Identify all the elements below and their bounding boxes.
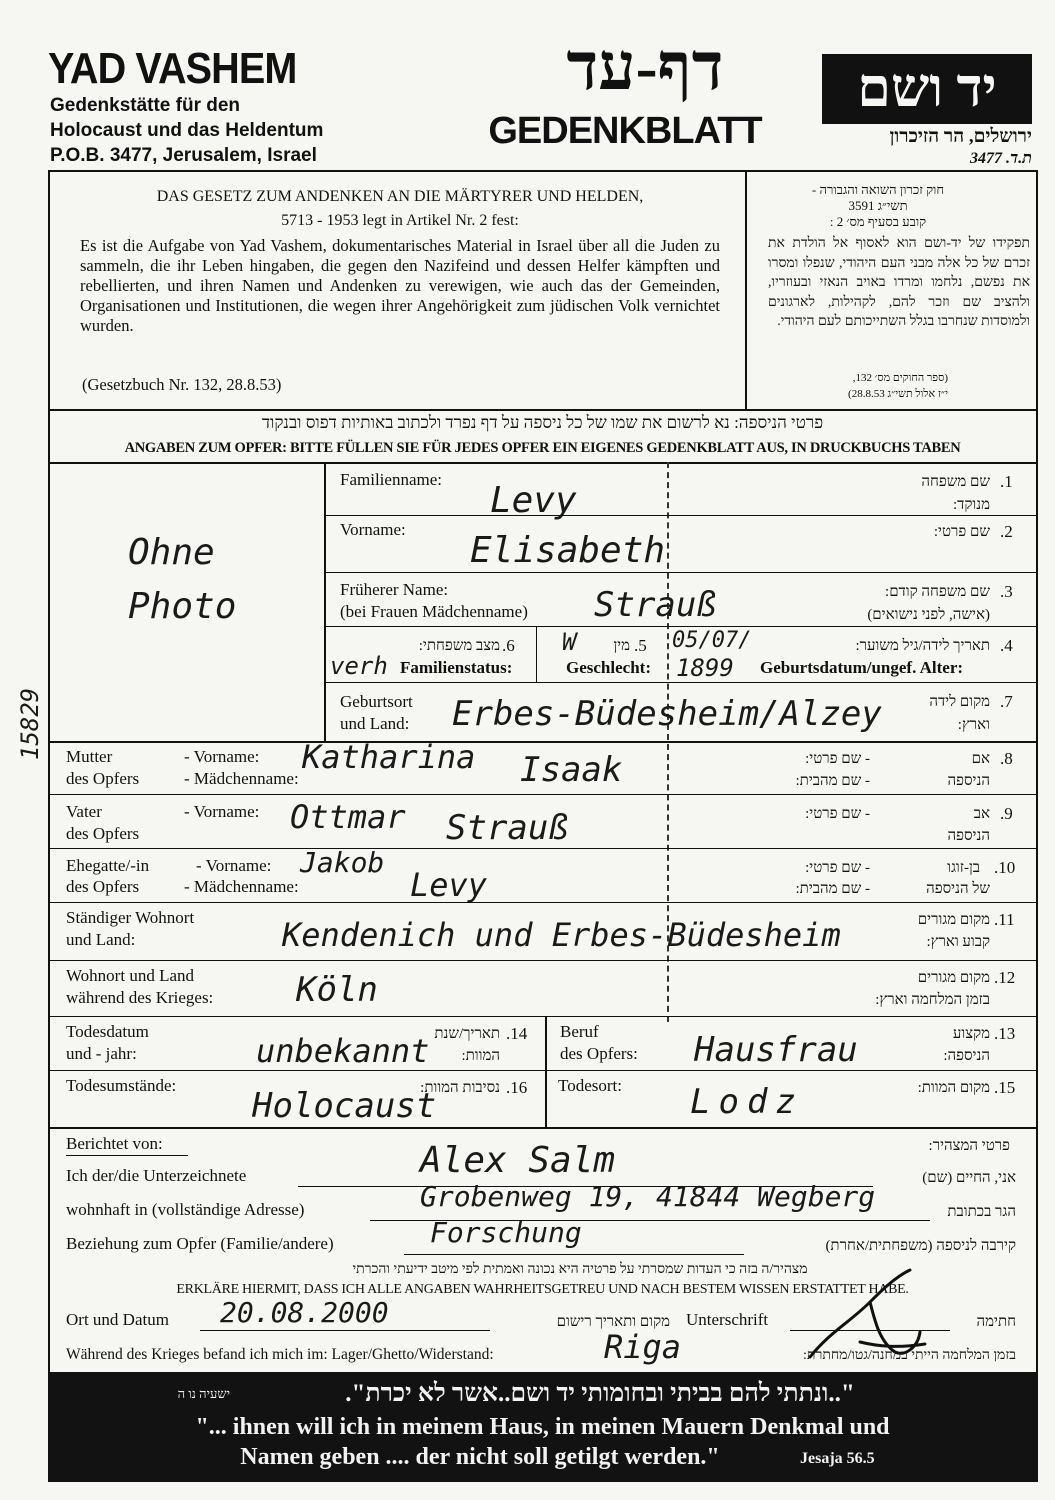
f4-value-year[interactable]: 1899 (676, 654, 734, 682)
org-line-3: P.O.B. 3477, Jerusalem, Israel (50, 145, 317, 166)
f11-num: .11 (994, 910, 1015, 929)
f14-label-2: und - jahr: (66, 1044, 137, 1063)
f1-value[interactable]: Levy (490, 480, 577, 521)
law-title-2: 5713 - 1953 legt in Artikel Nr. 2 fest: (281, 212, 519, 229)
f1-heb-2: מנוקד: (952, 497, 990, 513)
f2-num: .2 (1000, 522, 1013, 541)
f12-heb-1: מקום מגורים (917, 970, 990, 986)
f4-label: Geburtsdatum/ungef. Alter: (760, 658, 964, 677)
org-name: YAD VASHEM (48, 44, 297, 93)
f4-heb-1: תאריך לידה/גיל משוער: (855, 638, 990, 654)
f8-heb-1: אם (971, 751, 990, 767)
footer-hebrew-reference: ישעיה נו ה (177, 1386, 230, 1401)
f7-heb-1: מקום לידה (929, 694, 990, 710)
law-reference: (Gesetzbuch Nr. 132, 28.8.53) (82, 375, 282, 394)
f5-heb-1: מין (613, 638, 630, 654)
reporter-relation-value[interactable]: Forschung (430, 1216, 582, 1249)
page-title: GEDENKBLATT (488, 110, 762, 152)
f10-heb-1: בן-זוגו (947, 860, 980, 876)
yad-vashem-logo: יד ושם (822, 54, 1032, 124)
f9-value-surname[interactable]: Strauß (446, 808, 569, 848)
f9-heb-2: הניספה (947, 828, 990, 844)
f16-num: .16 (506, 1078, 528, 1097)
law-body: Es ist die Aufgabe von Yad Vashem, dokumentarisches Material in Israel über all die Juden zu sammeln, die ihr Leben hingaben, die gegen den Nazifeind und dessen Helfer kämpften und rebellierten, und ihren Namen und Andenken zu verewigen, wie auch das der Gemeinden, Organisationen und Institutionen, die wegen ihrer Angehörigkeit zum jüdischen Volk vernichtet wurden. (80, 236, 720, 335)
f8-sub-1: - Vorname: (184, 747, 260, 766)
f8-num: .8 (1000, 749, 1013, 768)
f14-heb-1: תאריך/שנת (434, 1026, 500, 1042)
instructions-german: ANGABEN ZUM OPFER: BITTE FÜLLEN SIE FÜR JEDES OPFER EIN EIGENES GEDENKBLATT AUS, IN DRUCKBUCHS TABEN (124, 440, 961, 456)
war-location-value[interactable]: Riga (604, 1328, 682, 1366)
f1-label: Familienname: (340, 470, 442, 489)
f12-num: .12 (994, 968, 1016, 987)
f10-value-first-name[interactable]: Jakob (300, 846, 385, 879)
f7-heb-2: וארץ: (957, 717, 990, 733)
f9-label-2: des Opfers (66, 824, 140, 843)
f8-value-first-name[interactable]: Katharina (302, 738, 476, 776)
reporter-name-value[interactable]: Alex Salm (420, 1140, 616, 1181)
f7-label-2: und Land: (340, 714, 410, 733)
reporter-name-heb: אני, החיים (שם) (922, 1170, 1016, 1186)
f6-heb-1: מצב משפחתי: (418, 638, 500, 654)
reporter-declaration-heb: מצהיר/ה בזה כי העדות שמסרתי על פרטיה היא נכונה ואמתית לפי מיטב ידיעתי והכרתי (352, 1262, 808, 1277)
footer-hebrew-quote: "..ונתתי להם בביתי ובחומותי יד ושם..אשר לא יכרת". (345, 1380, 855, 1407)
law-hebrew-ref-1: (ספר החוקים מס׳ 132, (852, 372, 948, 384)
place-date-heb: מקום ותאריך רישום (556, 1314, 670, 1330)
f3-value[interactable]: Strauß (594, 585, 717, 625)
f14-value[interactable]: unbekannt (256, 1032, 430, 1070)
f10-label-1: Ehegatte/-in (66, 856, 150, 875)
reporter-address-value[interactable]: Grobenweg 19, 41844 Wegberg (420, 1180, 876, 1213)
f9-hsub-1: - שם פרטי: (805, 806, 870, 822)
f13-value[interactable]: Hausfrau (694, 1030, 858, 1070)
title-hebrew: דף-עד (566, 31, 724, 104)
f14-label-1: Todesdatum (66, 1022, 149, 1041)
f15-heb-1: מקום המוות: (917, 1080, 990, 1096)
f4-value-date[interactable]: 05/07/ (672, 628, 752, 653)
f1-heb-1: שם משפחה (921, 474, 990, 490)
f10-value-maiden-name[interactable]: Levy (410, 866, 488, 904)
f7-value[interactable]: Erbes-Büdesheim/Alzey (452, 694, 882, 734)
f15-label: Todesort: (558, 1076, 622, 1095)
law-hebrew-title-2: תשי״ג 3591 (848, 198, 908, 213)
f13-heb-2: הניספה: (943, 1048, 990, 1064)
f11-heb-1: מקום מגורים (917, 912, 990, 928)
f13-heb-1: מקצוע (952, 1026, 990, 1042)
law-hebrew-ref-2: י״ז אלול תשי״ג 28.8.53) (848, 388, 948, 400)
f14-heb-2: המוות: (461, 1048, 500, 1064)
law-hebrew-title-3: קובע בסעיף מס׳ 2 : (829, 214, 927, 229)
f10-sub-2: - Mädchenname: (184, 877, 299, 896)
f10-num: .10 (994, 858, 1016, 877)
f8-label-1: Mutter (66, 747, 113, 766)
f2-value[interactable]: Elisabeth (470, 530, 666, 571)
f14-num: .14 (506, 1024, 528, 1043)
f6-label: Familienstatus: (400, 658, 513, 677)
reporter-name-label: Ich der/die Unterzeichnete (66, 1166, 247, 1185)
reporter-address-label: wohnhaft in (vollständige Adresse) (66, 1200, 305, 1219)
war-location-heb: בזמן המלחמה הייתי במחנה/גטו/מחתרת: (803, 1348, 1016, 1363)
f11-label-1: Ständiger Wohnort (66, 908, 195, 927)
f9-heb-1: אב (973, 806, 990, 822)
f10-label-2: des Opfers (66, 877, 140, 896)
f6-num: .6 (502, 636, 515, 655)
war-location-label: Während des Krieges befand ich mich im: Lager/Ghetto/Widerstand: (66, 1346, 494, 1363)
f3-heb-2: (אישה, לפני נישואים) (867, 607, 990, 623)
reporter-title: Berichtet von: (66, 1134, 163, 1153)
law-title-1: DAS GESETZ ZUM ANDENKEN AN DIE MÄRTYRER UND HELDEN, (156, 188, 644, 205)
f12-value[interactable]: Köln (296, 970, 378, 1010)
photo-note-line-1: Ohne (128, 532, 215, 573)
instructions-hebrew: פרטי הניספה: נא לרשום את שמו של כל ניספה על דף נפרד ולכתוב באותיות דפוס ובנקוד (261, 413, 824, 432)
signature-label: Unterschrift (686, 1310, 769, 1329)
footer-reference: Jesaja 56.5 (800, 1450, 875, 1467)
f7-num: .7 (1000, 692, 1013, 711)
f3-num: .3 (1000, 582, 1013, 601)
signature-heb: חתימה (976, 1314, 1016, 1330)
reporter-title-heb: פרטי המצהיר: (928, 1138, 1010, 1154)
org-line-1: Gedenkstätte für den (50, 95, 241, 116)
f9-value-first-name[interactable]: Ottmar (290, 798, 406, 836)
place-date-value[interactable]: 20.08.2000 (220, 1296, 389, 1329)
f13-label-2: des Opfers: (560, 1044, 638, 1063)
f8-sub-2: - Mädchenname: (184, 769, 299, 788)
f8-heb-2: הניספה (947, 773, 990, 789)
f15-value[interactable]: Lodz (690, 1082, 804, 1122)
f5-value[interactable]: W (562, 628, 577, 656)
reporter-relation-label: Beziehung zum Opfer (Familie/andere) (66, 1234, 334, 1253)
f8-hsub-2: - שם מהבית: (795, 773, 870, 789)
f4-num: .4 (1000, 636, 1013, 655)
f1-num: .1 (1000, 472, 1013, 491)
f9-num: .9 (1000, 804, 1013, 823)
margin-record-number: 15829 (16, 687, 45, 761)
law-hebrew-title-1: חוק זכרון השואה והגבורה - (811, 182, 945, 197)
f13-label-1: Beruf (560, 1022, 599, 1041)
logo-subtitle-1: ירושלים, הר הזיכרון (889, 126, 1032, 147)
f6-value[interactable]: verh (330, 652, 388, 680)
f3-label-1: Früherer Name: (340, 580, 449, 599)
f12-label-2: während des Krieges: (66, 988, 214, 1007)
f10-hsub-2: - שם מהבית: (795, 881, 870, 897)
f11-value[interactable]: Kendenich und Erbes-Büdesheim (282, 916, 841, 954)
logo-subtitle-2: ת.ד. 3477 (969, 150, 1032, 167)
f5-label: Geschlecht: (566, 658, 651, 677)
f5-num: .5 (634, 636, 647, 655)
f10-sub-1: - Vorname: (196, 856, 272, 875)
f8-value-maiden-name[interactable]: Isaak (520, 750, 623, 790)
footer-quote-line-2: Namen geben .... der nicht soll getilgt werden." (240, 1444, 720, 1470)
place-date-label: Ort und Datum (66, 1310, 169, 1329)
f3-heb-1: שם משפחה קודם: (885, 584, 990, 600)
f3-label-2: (bei Frauen Mädchenname) (340, 602, 528, 621)
f12-heb-2: בזמן המלחמה וארץ: (875, 992, 990, 1008)
f16-heb-1: נסיבות המוות: (420, 1080, 500, 1096)
f8-label-2: des Opfers (66, 769, 140, 788)
photo-note-line-2: Photo (128, 586, 237, 627)
f7-label-1: Geburtsort (340, 692, 413, 711)
org-line-2: Holocaust und das Heldentum (50, 120, 324, 141)
reporter-relation-heb: קירבה לניספה (משפחתית/אחרת) (825, 1238, 1016, 1254)
f9-label-1: Vater (66, 802, 102, 821)
f12-label-1: Wohnort und Land (66, 966, 194, 985)
f10-hsub-1: - שם פרטי: (805, 860, 870, 876)
f15-num: .15 (994, 1078, 1016, 1097)
footer-quote-line-1: "... ihnen will ich in meinem Haus, in meinen Mauern Denkmal und (195, 1414, 890, 1440)
f11-label-2: und Land: (66, 930, 136, 949)
f2-heb-1: שם פרטי: (933, 524, 990, 540)
f9-sub-1: - Vorname: (184, 802, 260, 821)
f11-heb-2: קבוע וארץ: (926, 934, 990, 950)
f13-num: .13 (994, 1024, 1016, 1043)
f16-value[interactable]: Holocaust (252, 1086, 437, 1126)
f10-heb-2: של הניספה (926, 881, 990, 897)
law-hebrew-body: תפקידו של יד-ושם הוא לאסוף אל הולדת את זכרם של כל אלה מבני העם היהודי, שנפלו ומסרו את נפשם, נלחמו ומרדו באויב הנאזי ובעוזריו, ולהציב שם וזכר להם, לקהילות, לארגונים ולמוסדות שנחרבו בגלל השתייכותם לעם היהודי. (768, 236, 1030, 329)
reporter-address-heb: הגר בכתובת (947, 1204, 1016, 1220)
f2-label: Vorname: (340, 520, 406, 539)
f16-label: Todesumstände: (66, 1076, 177, 1095)
f8-hsub-1: - שם פרטי: (805, 751, 870, 767)
reporter-declaration: ERKLÄRE HIERMIT, DASS ICH ALLE ANGABEN WAHRHEITSGETREU UND NACH BESTEM WISSEN ERSTATTET HABE. (176, 1282, 909, 1297)
